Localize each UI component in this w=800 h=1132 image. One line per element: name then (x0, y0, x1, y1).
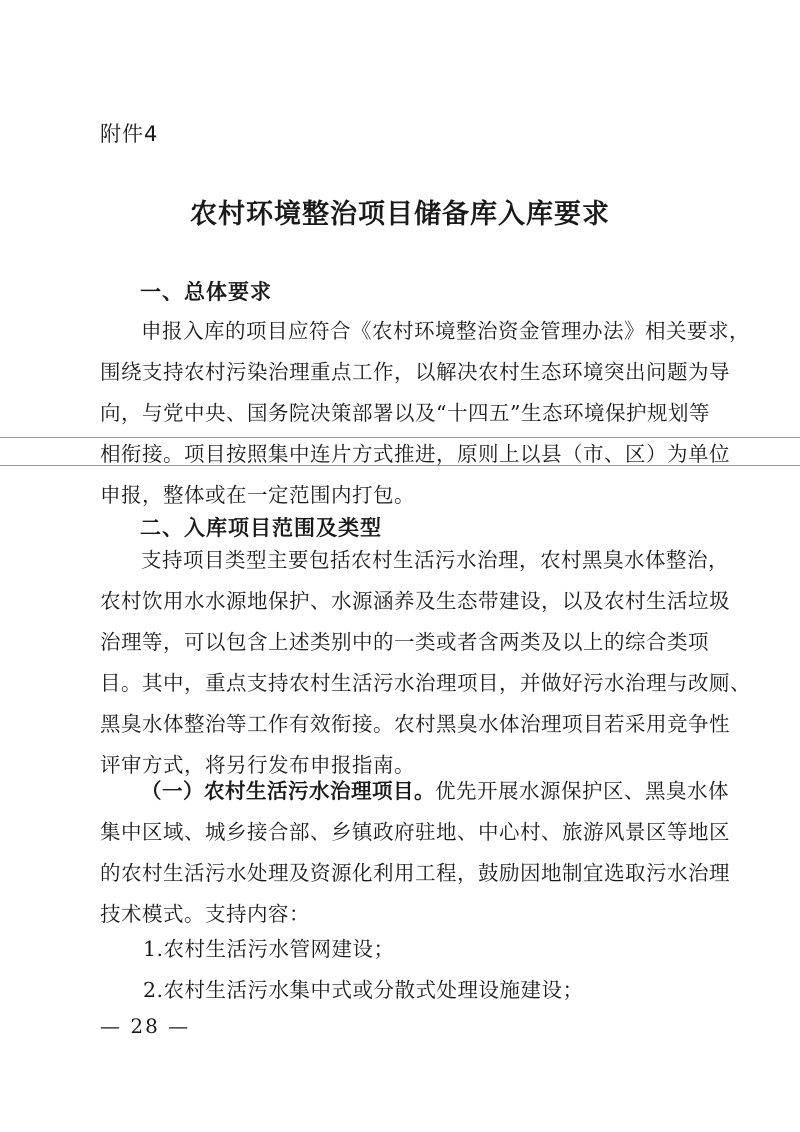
list-item: 1.农村生活污水管网建设； (143, 937, 395, 961)
paragraph-line: 评审方式，将另行发布申报指南。 (100, 753, 415, 777)
paragraph-line: 向，与党中央、国务院决策部署以及“十四五”生态环境保护规划等 (100, 401, 710, 425)
paragraph-line: 支持项目类型主要包括农村生活污水治理，农村黑臭水体整治， (141, 548, 729, 572)
list-item: 2.农村生活污水集中式或分散式处理设施建设； (143, 978, 584, 1002)
paragraph-line: 农村饮用水水源地保护、水源涵养及生态带建设，以及农村生活垃圾 (100, 589, 730, 613)
section-scope-paragraph (100, 540, 751, 786)
scan-line (0, 437, 800, 438)
page-number: — 28 — (100, 1014, 191, 1038)
paragraph-line: 相衔接。项目按照集中连片方式推进，原则上以县（市、区）为单位 (100, 442, 730, 466)
section-general-paragraph (100, 311, 750, 516)
section-heading-general: 一、总体要求 (140, 280, 272, 304)
section-heading-scope: 二、入库项目范围及类型 (140, 516, 382, 540)
paragraph-line (100, 771, 729, 812)
paragraph-line: 集中区域、城乡接合部、乡镇政府驻地、中心村、旅游风景区等地区 (100, 820, 730, 844)
paragraph-line: 围绕支持农村污染治理重点工作，以解决农村生态环境突出问题为导 (100, 360, 730, 384)
subsection-lead: （一）农村生活污水治理项目。 (141, 779, 435, 803)
subsection-first-line-rest: 优先开展水源保护区、黑臭水体 (435, 779, 729, 803)
paragraph-line: 申报入库的项目应符合《农村环境整治资金管理办法》相关要求， (141, 319, 750, 343)
paragraph-line: 的农村生活污水处理及资源化利用工程，鼓励因地制宜选取污水治理 (100, 861, 730, 885)
document-title: 农村环境整治项目储备库入库要求 (190, 199, 610, 230)
paragraph-line: 申报，整体或在一定范围内打包。 (100, 483, 415, 507)
paragraph-line: 黑臭水体整治等工作有效衔接。农村黑臭水体治理项目若采用竞争性 (100, 712, 730, 736)
attachment-label: 附件4 (100, 122, 159, 146)
subsection-sewage-paragraph (100, 771, 730, 935)
paragraph-line: 治理等，可以包含上述类别中的一类或者含两类及以上的综合类项 (100, 630, 709, 654)
paragraph-line: 技术模式。支持内容： (100, 902, 310, 926)
paragraph-line: 目。其中，重点支持农村生活污水治理项目，并做好污水治理与改厕、 (100, 671, 751, 695)
scan-line (0, 465, 800, 466)
